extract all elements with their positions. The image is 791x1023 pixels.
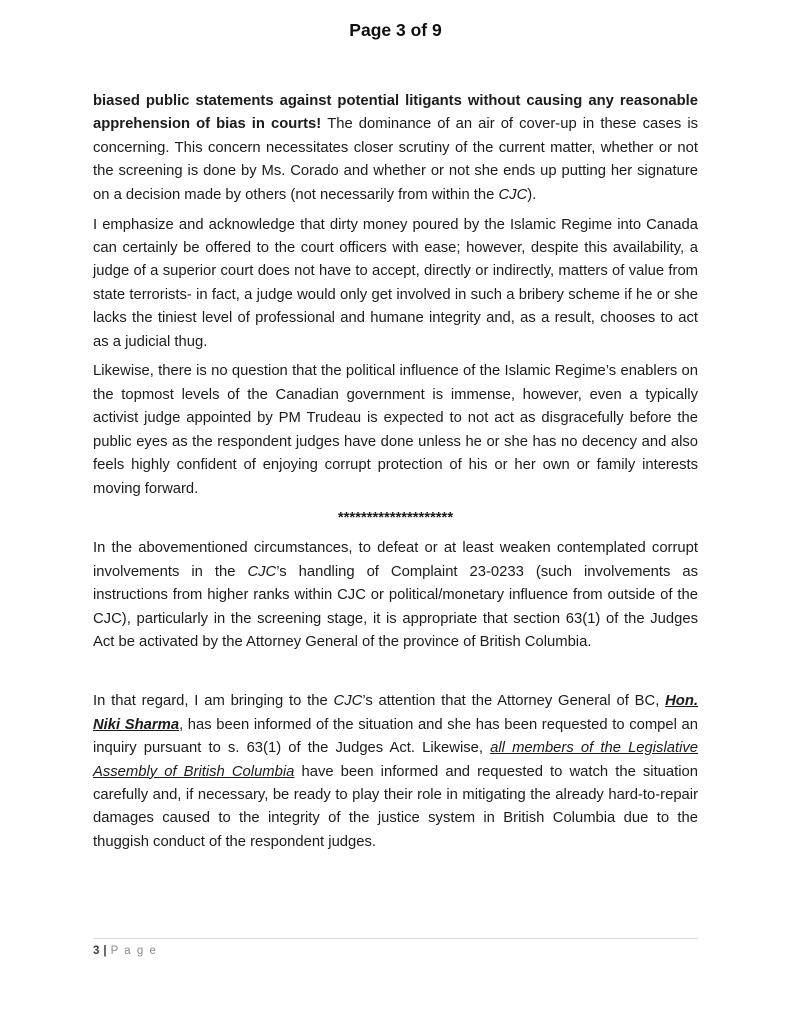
paragraph-political-influence [93,360,698,500]
asterisk-separator [93,507,698,530]
text-run: Hon. Niki Sharma [93,693,698,733]
text-run: The dominance of an air of cover-up in these cases is concerning. This concern necessitates closer scrutiny of the current matter, whether or not the screening is done by Ms. Corado and whether or not she ends up putting her signature on a decision made by others (not necessarily from within the [93,116,698,203]
footer-page-number: 3 [93,945,100,957]
text-run: In that regard, I am bringing to the [93,693,334,710]
text-run: CJC [498,186,528,203]
footer-pipe-divider: | [103,945,107,957]
text-run: I emphasize and acknowledge that dirty money poured by the Islamic Regime into Canada can certainly be offered to the court officers with ease; however, despite this availability, a judge of a superior court does not have to accept, directly or indirectly, matters of value from state terrorists- in fact, a judge would only get involved in such a bribery scheme if he or she lacks the tiniest level of professional and humane integrity and, as a result, chooses to act as a judicial thug. [93,216,698,350]
text-run: In the abovementioned circumstances, to defeat or at least weaken contemplated corrupt involvements in the [93,540,698,580]
text-run: biased public statements against potential litigants without causing any reasonable apprehension of bias in courts! [93,93,698,133]
paragraph-dirty-money [93,214,698,354]
document-body [93,90,698,854]
text-run: CJC [247,563,277,580]
text-run: have been informed and requested to watch the situation carefully and, if necessary, be ready to play their role in mitigating the already hard-to-repair damages caused to the integrity of the justice system in British Columbia due to the thuggish conduct of the respondent judges. [93,763,698,850]
text-run: , has been informed of the situation and she has been requested to compel an inquiry pursuant to s. 63(1) of the Judges Act. Likewise, [93,716,699,757]
text-run: CJC [333,693,363,710]
text-run: ’s attention that the Attorney General of BC, [362,693,666,710]
text-run: ’s handling of Complaint 23-0233 (such involvements as instructions from higher ranks within CJC or political/monetary influence from outside of the CJC), particularly in the screening stage, it is appropriate that section 63(1) of the Judges Act be activated by the Attorney General of the province of British Columbia. [93,563,698,650]
text-run: ******************** [337,510,454,527]
text-run: Likewise, there is no question that the political influence of the Islamic Regime’s enablers on the topmost levels of the Canadian government is immense, however, even a typically activist judge appointed by PM Trudeau is expected to not act as disgracefully before the public eyes as the respondent judges have done unless he or she has no decency and also feels highly confident of enjoying corrupt protection of his or her own or family interests moving forward. [93,363,698,497]
paragraph-section-63 [93,537,698,654]
paragraph-bias-statements [93,90,698,207]
text-run: ). [527,186,537,203]
page-footer [93,938,698,957]
paragraph-attorney-general [93,690,698,854]
page-header: Page 3 of 9 [349,20,442,40]
footer-page-label: P a g e [110,945,158,957]
text-run: all members of the Legislative Assembly of British Columbia [93,740,698,780]
